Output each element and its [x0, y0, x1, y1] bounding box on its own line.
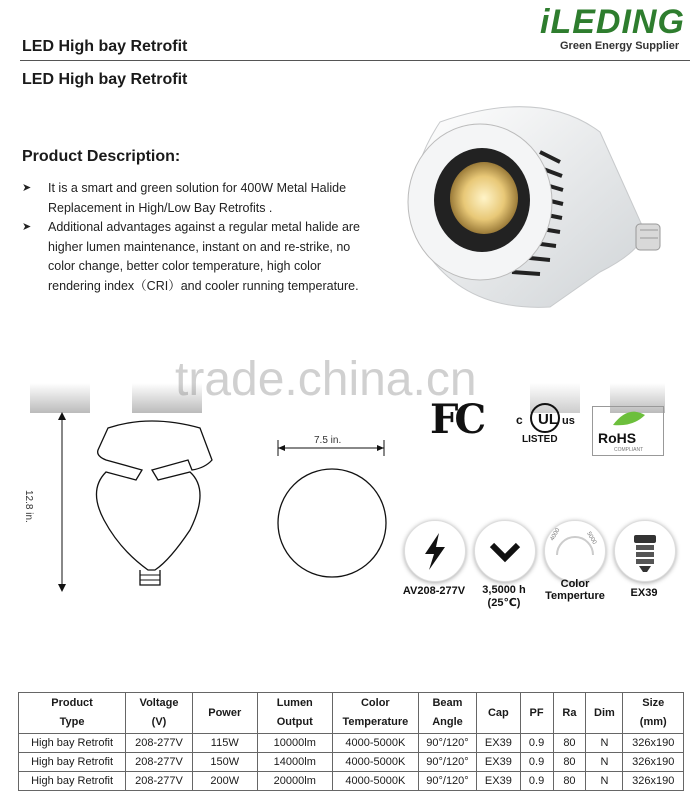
table-cell: High bay Retrofit [19, 772, 126, 791]
rohs-label: RoHS [598, 430, 637, 446]
table-cell: 208-277V [126, 734, 193, 753]
description-bullet [22, 218, 362, 296]
fcc-logo: FC [430, 396, 483, 443]
column-header: Cap [477, 693, 520, 734]
svg-text:UL: UL [538, 411, 558, 428]
spec-table [18, 692, 684, 791]
table-cell: 4000-5000K [332, 753, 418, 772]
lifetime-hours: 3,5000 h [482, 584, 526, 596]
dial-low-text: 4000 [549, 527, 562, 542]
table-cell: 0.9 [520, 772, 553, 791]
voltage-label: AV208-277V [402, 585, 466, 597]
description-bullet [22, 179, 362, 218]
table-cell: 150W [192, 753, 257, 772]
description-heading: Product Description: [22, 148, 181, 165]
dial-high-text: 5000 [585, 531, 598, 546]
decorative-bar [30, 383, 90, 413]
table-cell: 326x190 [623, 772, 684, 791]
page-title: LED High bay Retrofit [22, 38, 188, 55]
lifetime-temperature: (25℃) [487, 597, 521, 609]
arrow-bullet-icon: ➤ [22, 182, 32, 194]
ul-listed-label: LISTED [522, 434, 558, 445]
column-header: Ra [553, 693, 586, 734]
table-cell: 200W [192, 772, 257, 791]
lifetime-label [468, 584, 540, 609]
column-header: Color Temperature [332, 693, 418, 734]
width-dimension-label: 7.5 in. [314, 435, 342, 446]
table-cell: 4000-5000K [332, 772, 418, 791]
table-cell: 208-277V [126, 753, 193, 772]
table-cell: 10000lm [257, 734, 332, 753]
table-cell: EX39 [477, 753, 520, 772]
column-header: Voltage (V) [126, 693, 193, 734]
table-cell: High bay Retrofit [19, 753, 126, 772]
brand-tagline: Green Energy Supplier [560, 40, 680, 52]
table-cell: N [586, 753, 623, 772]
table-cell: 326x190 [623, 753, 684, 772]
side-profile-drawing [40, 410, 230, 600]
lifetime-feature [474, 520, 536, 582]
table-cell: 80 [553, 772, 586, 791]
table-cell: 90°/120° [418, 753, 476, 772]
table-cell: 115W [192, 734, 257, 753]
description-bullet-text: Additional advantages against a regular metal halide are higher lumen maintenance, instant on and re-strike, no color change, better color temperature, high color rendering index（CRI）and cooler running temperature. [48, 220, 361, 293]
product-image [400, 92, 670, 322]
column-header: Product Type [19, 693, 126, 734]
rohs-leaf-icon [593, 407, 663, 429]
brand-logo: iLEDING [540, 3, 685, 41]
table-header-row [19, 693, 684, 734]
column-header: Dim [586, 693, 623, 734]
column-header: PF [520, 693, 553, 734]
description-bullet-text: It is a smart and green solution for 400W Metal Halide Replacement in High/Low Bay Retrofits . [48, 181, 347, 215]
table-cell: EX39 [477, 734, 520, 753]
arrow-bullet-icon: ➤ [22, 221, 32, 233]
header-divider [20, 60, 690, 61]
lightning-icon [405, 521, 465, 581]
table-cell: EX39 [477, 772, 520, 791]
table-cell: 80 [553, 753, 586, 772]
color-temperature-label: Color Temperture [545, 578, 605, 602]
table-cell: 80 [553, 734, 586, 753]
table-row [19, 734, 684, 753]
ul-c-text: c [516, 413, 523, 427]
color-temperature-icon [545, 521, 605, 581]
ul-us-text: us [562, 415, 575, 427]
section-title: LED High bay Retrofit [22, 71, 188, 88]
table-cell: 20000lm [257, 772, 332, 791]
table-cell: High bay Retrofit [19, 734, 126, 753]
table-row [19, 772, 684, 791]
cap-feature [614, 520, 676, 582]
voltage-feature [404, 520, 466, 582]
table-cell: 90°/120° [418, 772, 476, 791]
height-dimension-label: 12.8 in. [23, 490, 34, 523]
column-header: Beam Angle [418, 693, 476, 734]
table-cell: N [586, 772, 623, 791]
chevron-icon [475, 521, 535, 581]
table-cell: 90°/120° [418, 734, 476, 753]
ul-logo [510, 400, 580, 436]
front-view-drawing [270, 430, 395, 595]
table-row [19, 753, 684, 772]
table-cell: 208-277V [126, 772, 193, 791]
column-header: Power [192, 693, 257, 734]
column-header: Lumen Output [257, 693, 332, 734]
rohs-compliant-label: COMPLIANT [614, 447, 644, 453]
column-header: Size (mm) [623, 693, 684, 734]
table-cell: 0.9 [520, 753, 553, 772]
table-cell: 4000-5000K [332, 734, 418, 753]
watermark: trade.china.cn [175, 353, 477, 406]
color-temperature-feature [544, 520, 606, 582]
table-cell: 326x190 [623, 734, 684, 753]
table-cell: 0.9 [520, 734, 553, 753]
cap-label: EX39 [630, 587, 658, 599]
bulb-base-icon [615, 521, 675, 581]
table-cell: 14000lm [257, 753, 332, 772]
table-cell: N [586, 734, 623, 753]
